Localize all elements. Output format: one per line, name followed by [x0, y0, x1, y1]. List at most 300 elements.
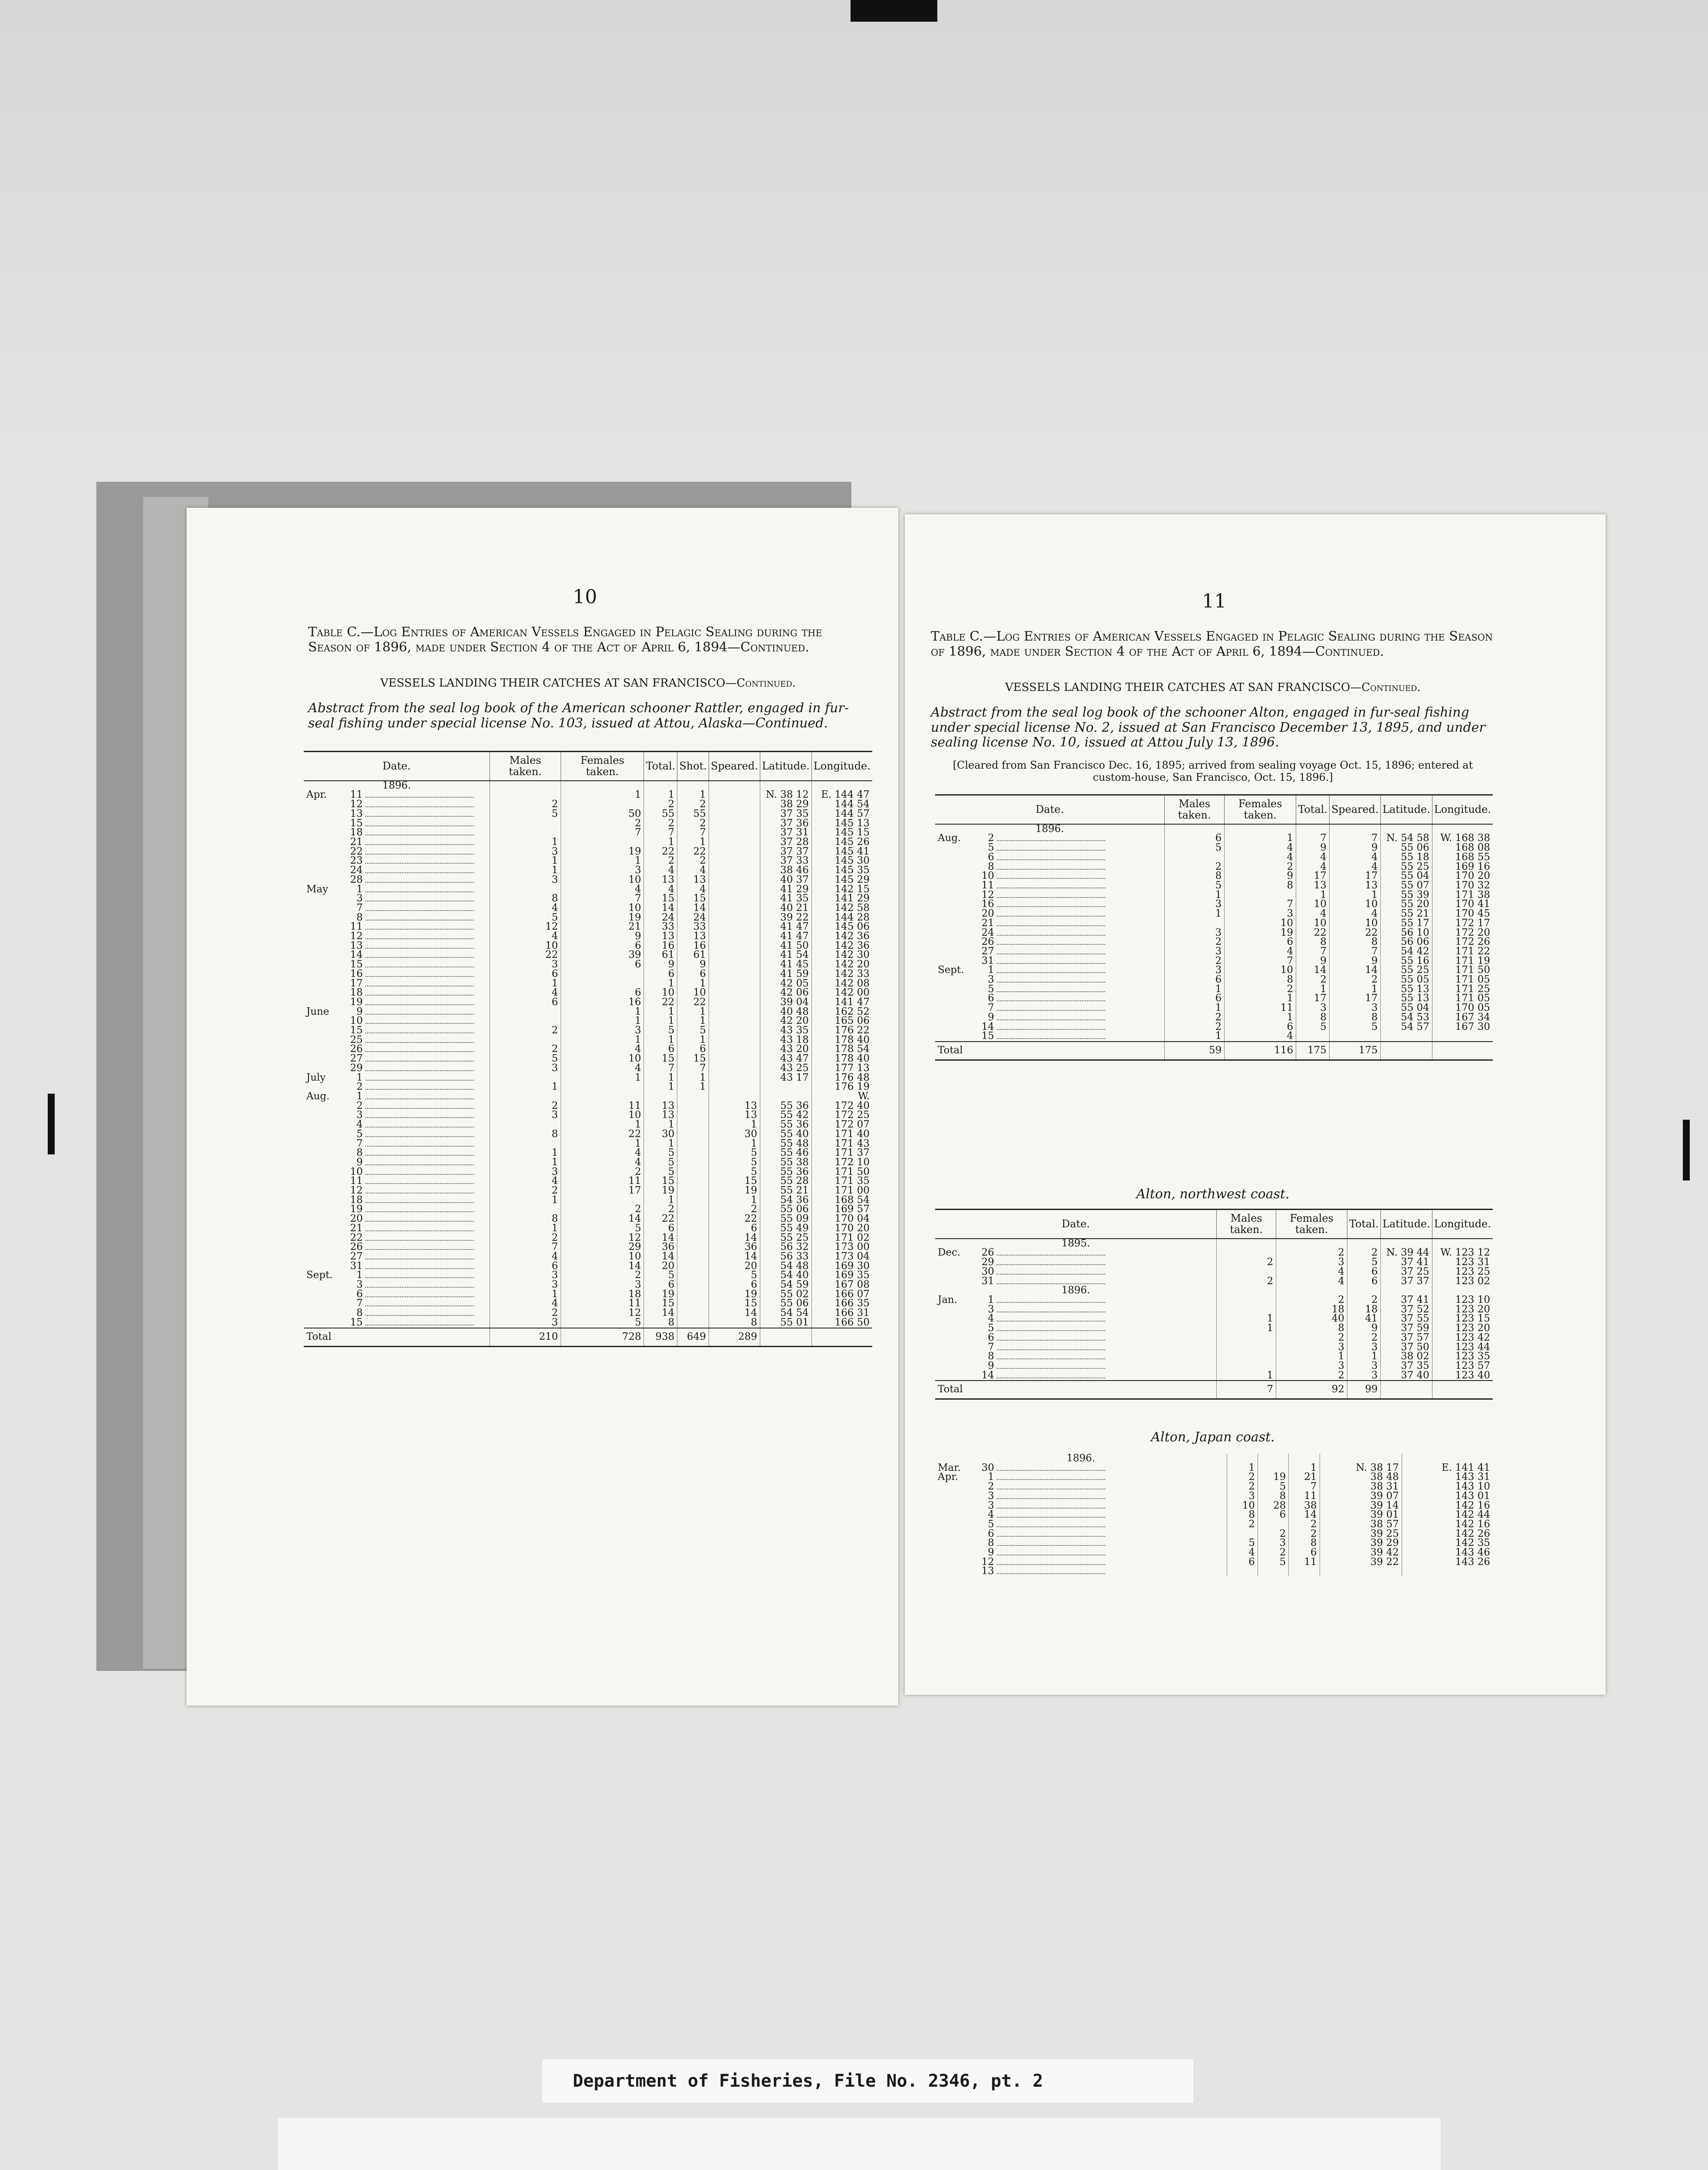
speared-cell	[709, 800, 760, 809]
date-cell	[935, 900, 1165, 909]
females-cell: 29	[561, 1243, 644, 1252]
day: 2	[356, 1100, 363, 1111]
total-cell: 10	[644, 988, 677, 998]
lon-cell: 170 05	[1432, 1003, 1493, 1013]
leader-dots	[365, 811, 474, 817]
males-cell: 6	[1165, 834, 1225, 843]
lat-cell: 54 57	[1380, 1023, 1432, 1032]
lon-cell: 123 40	[1432, 1371, 1493, 1381]
lat-cell: 37 59	[1380, 1324, 1432, 1333]
col-speared: Speared.	[709, 752, 760, 781]
day: 14	[981, 1021, 994, 1032]
leader-dots	[365, 1141, 474, 1147]
lat-cell: 55 28	[760, 1177, 811, 1186]
speared-cell: 9	[1329, 957, 1380, 966]
speared-cell	[709, 819, 760, 829]
lon-cell: 142 36	[811, 941, 872, 951]
speared-cell	[709, 838, 760, 847]
day: 8	[356, 911, 363, 923]
lat-cell: 54 59	[760, 1280, 811, 1290]
leader-dots	[997, 1465, 1105, 1471]
date-cell	[935, 1248, 1217, 1258]
total-cell: 1	[644, 1139, 677, 1149]
total-cell: 6	[1289, 1548, 1320, 1558]
lon-cell: 166 31	[811, 1309, 872, 1318]
lon-cell: 123 10	[1432, 1295, 1493, 1305]
lon-cell: 123 35	[1432, 1352, 1493, 1361]
speared-cell: 2	[709, 1205, 760, 1214]
shot-cell: 1	[677, 790, 709, 800]
lon-cell	[1402, 1567, 1493, 1576]
total-cell: 10	[1296, 900, 1330, 909]
males-cell: 8	[1227, 1510, 1258, 1520]
females-cell: 1	[561, 790, 644, 800]
total-cell: 1	[644, 838, 677, 847]
date-cell	[304, 809, 490, 819]
day: 15	[350, 959, 363, 970]
lon-cell: E. 141 41	[1402, 1463, 1493, 1473]
lon-cell: 170 04	[811, 1214, 872, 1224]
females-cell: 1	[561, 1016, 644, 1026]
col-females: Females taken.	[561, 752, 644, 781]
day: 7	[988, 1002, 994, 1014]
table-row	[935, 1463, 1493, 1473]
males-cell: 5	[490, 913, 561, 923]
males-cell: 3	[490, 1318, 561, 1328]
lat-cell: 41 45	[760, 960, 811, 970]
date-cell	[304, 1252, 490, 1262]
total-label: Total	[304, 1328, 490, 1347]
leader-dots	[997, 958, 1105, 964]
date-cell	[304, 800, 490, 809]
date-cell	[304, 913, 490, 923]
lon-cell: 172 26	[1432, 937, 1493, 947]
day: 31	[350, 1260, 363, 1272]
speared-cell: 4	[1329, 862, 1380, 872]
leader-dots	[365, 1037, 474, 1043]
speared-cell: 10	[1329, 900, 1380, 909]
males-cell: 10	[1227, 1501, 1258, 1511]
day: 3	[988, 1490, 994, 1502]
day: 9	[988, 1547, 994, 1558]
females-cell: 17	[561, 1186, 644, 1196]
speared-cell: 30	[709, 1130, 760, 1139]
leader-dots	[997, 1005, 1105, 1011]
shot-cell: 1	[677, 979, 709, 989]
date-cell	[935, 994, 1165, 1003]
lon-cell: 176 22	[811, 1026, 872, 1036]
lon-cell: 176 48	[811, 1073, 872, 1083]
lat-cell: 37 28	[760, 838, 811, 847]
date-cell	[304, 932, 490, 941]
speared-cell	[709, 1045, 760, 1054]
lat-cell: 37 35	[760, 809, 811, 819]
lon-cell: 145 15	[811, 828, 872, 838]
lon-cell: 171 50	[1432, 966, 1493, 975]
date-cell	[304, 1036, 490, 1045]
day: 3	[988, 1303, 994, 1315]
date-cell	[304, 1243, 490, 1252]
lon-cell: 169 30	[811, 1262, 872, 1271]
males-cell	[490, 828, 561, 838]
leader-dots	[997, 911, 1105, 917]
leader-dots	[997, 976, 1105, 983]
total-cell: 7	[644, 1064, 677, 1073]
leader-dots	[997, 845, 1105, 851]
date-cell	[935, 1501, 1227, 1511]
total-cell: 11	[1289, 1558, 1320, 1567]
day: 8	[356, 1307, 363, 1319]
lat-cell: 55 13	[1380, 985, 1432, 994]
day: 24	[350, 865, 363, 876]
speared-cell: 2	[1329, 975, 1380, 985]
total-cell: 2	[644, 1205, 677, 1214]
males-cell: 5	[490, 809, 561, 819]
shot-cell: 2	[677, 800, 709, 809]
lon-cell: 142 16	[1402, 1520, 1493, 1529]
col-males: Males taken.	[1217, 1210, 1276, 1239]
date-cell	[935, 853, 1165, 862]
day: 25	[350, 1034, 363, 1046]
females-cell: 6	[561, 988, 644, 998]
total-cell: 1	[644, 1016, 677, 1026]
males-cell: 1	[490, 1082, 561, 1092]
day: 27	[981, 945, 994, 957]
females-cell: 2	[561, 1271, 644, 1280]
males-cell: 5	[490, 1054, 561, 1064]
lon-cell: 171 38	[1432, 891, 1493, 900]
col-longitude: Longitude.	[1432, 1210, 1493, 1239]
shot-cell: 5	[677, 1026, 709, 1036]
leader-dots	[997, 995, 1105, 1001]
col-longitude: Longitude.	[1432, 795, 1493, 824]
day: 5	[988, 842, 994, 854]
day: 12	[350, 799, 363, 810]
section-title-northwest: Alton, northwest coast.	[1136, 1187, 1290, 1202]
leader-dots	[997, 1259, 1105, 1265]
lat-cell: 55 46	[760, 1148, 811, 1158]
females-cell: 19	[561, 847, 644, 857]
day: 1	[356, 1269, 363, 1281]
day: 9	[988, 1011, 994, 1023]
speared-cell	[709, 979, 760, 989]
lon-cell: 123 15	[1432, 1314, 1493, 1324]
speared-cell	[709, 809, 760, 819]
year-row	[935, 1454, 1493, 1463]
total-cell: 8	[1296, 1013, 1330, 1023]
males-cell: 6	[490, 970, 561, 979]
leader-dots	[365, 990, 474, 996]
leader-dots	[997, 1559, 1105, 1565]
total-total: 175	[1296, 1042, 1330, 1060]
date-cell	[935, 1463, 1227, 1473]
shot-cell: 22	[677, 998, 709, 1007]
day: 8	[988, 1537, 994, 1549]
shot-cell: 2	[677, 856, 709, 866]
day: 18	[350, 987, 363, 999]
lat-cell: 40 37	[760, 875, 811, 885]
speared-cell: 6	[709, 1224, 760, 1233]
total-cell: 10	[1296, 919, 1330, 928]
lat-cell: 38 57	[1320, 1520, 1402, 1529]
lat-cell: 55 05	[1380, 975, 1432, 985]
leader-dots	[997, 920, 1105, 926]
lon-cell: 172 25	[811, 1111, 872, 1120]
lon-cell: 123 44	[1432, 1343, 1493, 1352]
date-cell	[935, 1482, 1227, 1492]
abstract-text: Abstract from the seal log book of the American schooner Rattler, engaged in fur-seal fishing under special license No. 103, issued at Attou, Alaska—Continued.	[308, 700, 849, 731]
males-cell: 22	[490, 950, 561, 960]
females-cell: 1	[1225, 1013, 1296, 1023]
females-cell: 2	[1258, 1529, 1288, 1539]
speared-cell: 14	[709, 1233, 760, 1243]
lat-cell: 55 25	[760, 1233, 811, 1243]
leader-dots	[997, 1335, 1105, 1341]
date-cell	[304, 1205, 490, 1214]
leader-dots	[365, 1027, 474, 1033]
col-longitude: Longitude.	[811, 752, 872, 781]
date-cell	[935, 1343, 1217, 1352]
lon-cell: 167 30	[1432, 1023, 1493, 1032]
total-cell: 11	[1289, 1492, 1320, 1501]
leader-dots	[365, 1206, 474, 1212]
table-row	[935, 1529, 1493, 1539]
total-lon	[1432, 1042, 1493, 1060]
leader-dots	[997, 1325, 1105, 1331]
total-females: 92	[1276, 1381, 1347, 1399]
day: 15	[350, 817, 363, 829]
speared-cell: 1	[1329, 891, 1380, 900]
lon-cell: 171 19	[1432, 957, 1493, 966]
total-cell: 2	[1289, 1529, 1320, 1539]
lat-cell: 42 05	[760, 979, 811, 989]
females-cell: 1	[561, 1007, 644, 1017]
lat-cell	[1380, 1032, 1432, 1042]
shot-cell	[677, 1092, 709, 1101]
total-females: 116	[1225, 1042, 1296, 1060]
date-cell	[935, 1539, 1227, 1548]
males-cell	[1217, 1333, 1276, 1343]
shot-cell	[677, 1299, 709, 1309]
males-cell: 8	[490, 894, 561, 904]
date-cell	[304, 1054, 490, 1064]
day: 12	[981, 889, 994, 901]
day: 29	[350, 1062, 363, 1074]
leader-dots	[365, 886, 474, 892]
leader-dots	[365, 1225, 474, 1231]
day: 5	[988, 1322, 994, 1334]
males-cell: 6	[1227, 1558, 1258, 1567]
males-cell: 2	[490, 1186, 561, 1196]
lat-cell: 56 33	[760, 1252, 811, 1262]
males-cell: 4	[490, 932, 561, 941]
total-total: 99	[1347, 1381, 1381, 1399]
day: 4	[988, 1313, 994, 1325]
lat-cell: 39 22	[1320, 1558, 1402, 1567]
date-cell	[935, 1324, 1217, 1333]
lon-cell: 123 25	[1432, 1267, 1493, 1277]
lon-cell: 171 37	[811, 1148, 872, 1158]
leader-dots	[365, 1187, 474, 1194]
females-cell: 5	[1258, 1482, 1288, 1492]
lat-cell: 43 20	[760, 1045, 811, 1054]
total-cell: 22	[1296, 928, 1330, 938]
males-cell: 4	[490, 1299, 561, 1309]
day: 11	[350, 1175, 363, 1187]
males-cell: 2	[1227, 1473, 1258, 1482]
col-date: Date.	[935, 795, 1165, 824]
leader-dots	[365, 1272, 474, 1278]
day: 8	[356, 1147, 363, 1159]
total-cell: 4	[1296, 862, 1330, 872]
total-cell: 6	[1347, 1267, 1381, 1277]
females-cell: 1	[1225, 834, 1296, 843]
speared-cell	[709, 1036, 760, 1045]
lon-cell: 170 20	[811, 1224, 872, 1233]
day: 12	[350, 930, 363, 942]
females-cell: 10	[561, 904, 644, 913]
lat-cell: 55 39	[1380, 891, 1432, 900]
speared-cell: 20	[709, 1262, 760, 1271]
subheading: VESSELS LANDING THEIR CATCHES AT SAN FRANCISCO—Continued.	[380, 677, 796, 690]
day: 18	[350, 1194, 363, 1206]
date-cell	[935, 891, 1165, 900]
lon-cell: 166 35	[811, 1299, 872, 1309]
total-cell: 30	[644, 1130, 677, 1139]
total-cell: 19	[644, 1186, 677, 1196]
lat-cell: 37 36	[760, 819, 811, 829]
lon-cell: 162 52	[811, 1007, 872, 1017]
lat-cell: 38 02	[1380, 1352, 1432, 1361]
shot-cell: 13	[677, 932, 709, 941]
total-cell: 1	[1347, 1352, 1381, 1361]
lat-cell: 55 38	[760, 1158, 811, 1167]
females-cell: 3	[1225, 909, 1296, 919]
col-latitude: Latitude.	[760, 752, 811, 781]
females-cell: 6	[1225, 1023, 1296, 1032]
females-cell: 4	[561, 1158, 644, 1167]
total-cell: 14	[644, 1252, 677, 1262]
lon-cell: 172 17	[1432, 919, 1493, 928]
males-cell: 2	[490, 1026, 561, 1036]
lon-cell: 177 13	[811, 1064, 872, 1073]
speared-cell: 5	[709, 1271, 760, 1280]
females-cell: 2	[1276, 1371, 1347, 1381]
females-cell: 2	[1258, 1548, 1288, 1558]
day: 1	[356, 1072, 363, 1083]
lat-cell: 55 21	[760, 1186, 811, 1196]
leader-dots	[365, 1310, 474, 1316]
males-cell: 1	[1165, 1003, 1225, 1013]
shot-cell	[677, 1130, 709, 1139]
leader-dots	[997, 1503, 1105, 1509]
total-cell: 13	[644, 1101, 677, 1111]
date-cell	[935, 1032, 1165, 1042]
lat-cell: 54 48	[760, 1262, 811, 1271]
speared-cell: 19	[709, 1186, 760, 1196]
females-cell: 2	[1276, 1295, 1347, 1305]
leader-dots	[997, 1493, 1105, 1499]
day: 1	[356, 883, 363, 895]
lat-cell: 55 17	[1380, 919, 1432, 928]
leader-dots	[997, 1568, 1105, 1574]
lon-cell: 172 40	[811, 1101, 872, 1111]
lon-cell: 144 57	[811, 809, 872, 819]
females-cell: 11	[1225, 1003, 1296, 1013]
lat-cell: 39 07	[1320, 1492, 1402, 1501]
total-cell: 2	[1296, 975, 1330, 985]
date-cell	[935, 1473, 1227, 1482]
year-label: 1896.	[1035, 823, 1064, 835]
lat-cell: 39 14	[1320, 1501, 1402, 1511]
lon-cell: 171 05	[1432, 975, 1493, 985]
speared-cell	[709, 998, 760, 1007]
males-cell: 3	[490, 847, 561, 857]
total-cell: 7	[1296, 947, 1330, 957]
lon-cell: 171 50	[811, 1167, 872, 1177]
males-cell: 2	[1227, 1520, 1258, 1529]
day: 29	[981, 1256, 994, 1268]
day: 1	[988, 1294, 994, 1305]
leader-dots	[997, 1549, 1105, 1555]
leader-dots	[365, 905, 474, 911]
day: 2	[356, 1081, 363, 1093]
day: 23	[350, 855, 363, 867]
leader-dots	[365, 829, 474, 835]
table-title: Table C.—Log Entries of American Vessels Engaged in Pelagic Sealing during the Season of 1896, made under Section 4 of the Act of April 6, 1894—Continued.	[931, 629, 1493, 659]
lat-cell: 55 42	[760, 1111, 811, 1120]
leader-dots	[365, 848, 474, 855]
males-cell	[490, 1120, 561, 1130]
col-total: Total.	[644, 752, 677, 781]
females-cell: 3	[561, 1026, 644, 1036]
males-cell	[490, 1139, 561, 1149]
day: 9	[988, 1360, 994, 1371]
speared-cell: 22	[1329, 928, 1380, 938]
males-cell	[1217, 1343, 1276, 1352]
day: 3	[356, 1279, 363, 1291]
lon-cell: 173 00	[811, 1243, 872, 1252]
lon-cell: 176 19	[811, 1082, 872, 1092]
lat-cell: 55 20	[1380, 900, 1432, 909]
total-cell: 4	[644, 866, 677, 875]
lon-cell: 141 29	[811, 894, 872, 904]
total-total: 938	[644, 1328, 677, 1347]
table-row	[935, 1371, 1493, 1381]
speared-cell: 14	[1329, 966, 1380, 975]
col-date: Date.	[304, 752, 490, 781]
total-cell: 38	[1289, 1501, 1320, 1511]
lon-cell: 143 26	[1402, 1558, 1493, 1567]
lat-cell: N. 38 12	[760, 790, 811, 800]
lon-cell: 170 45	[1432, 909, 1493, 919]
day: 10	[350, 1166, 363, 1177]
day: 6	[988, 993, 994, 1004]
lat-cell: 55 06	[760, 1205, 811, 1214]
day: 14	[350, 949, 363, 961]
empty-cell	[709, 781, 760, 791]
day: 13	[350, 808, 363, 819]
total-cell: 9	[1347, 1324, 1381, 1333]
lon-cell: 142 36	[811, 932, 872, 941]
females-cell: 6	[561, 941, 644, 951]
total-label: Total	[935, 1042, 1165, 1060]
day: 12	[981, 1556, 994, 1568]
leader-dots	[997, 1278, 1105, 1284]
leader-dots	[365, 858, 474, 864]
males-cell	[490, 1205, 561, 1214]
leader-dots	[997, 986, 1105, 992]
